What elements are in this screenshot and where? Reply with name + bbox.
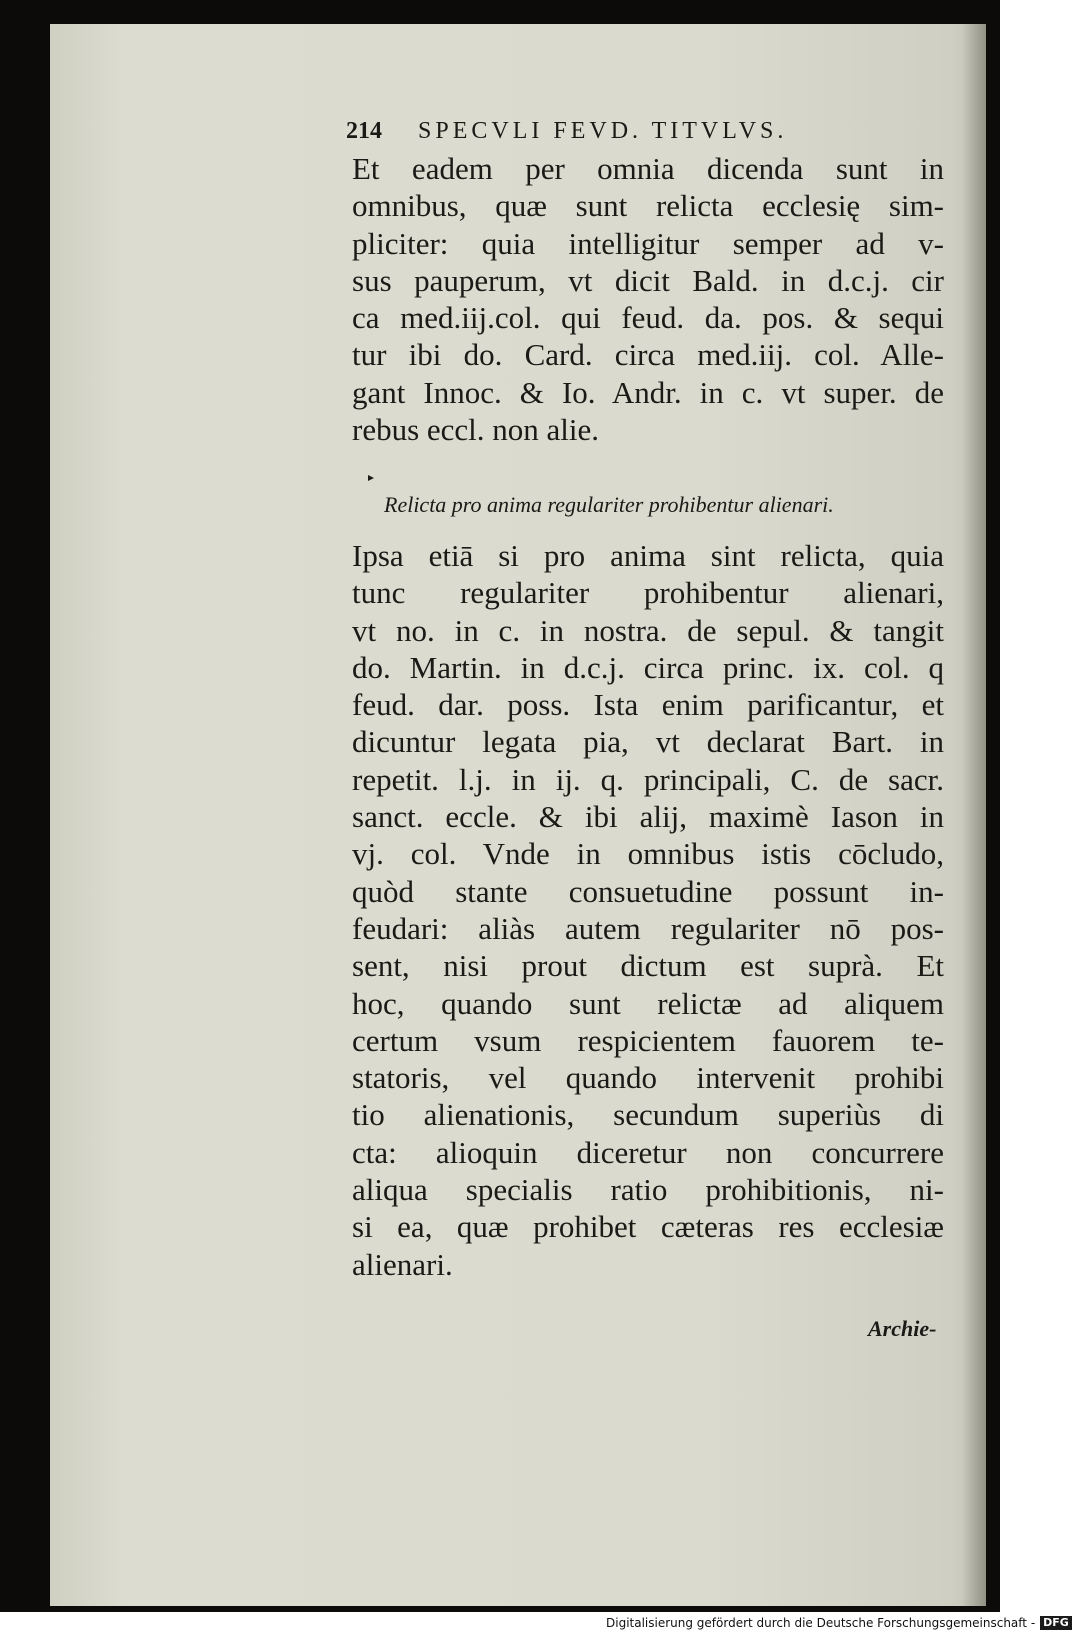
text-line: feudari: aliàs autem regulariter nō pos- xyxy=(352,910,944,946)
text-line: statoris, vel quando intervenit prohibi xyxy=(352,1060,944,1096)
text-line: ca med.iij.col. qui feud. da. pos. & sequi xyxy=(352,300,944,336)
text-line: tunc regulariter prohibentur alienari, xyxy=(352,575,944,611)
catchword: Archie- xyxy=(868,1316,937,1341)
text-line: cta: alioquin diceretur non concurrere xyxy=(352,1134,944,1170)
funding-notice: Digitalisierung gefördert durch die Deutsche Forschungsgemeinschaft - xyxy=(606,1616,1036,1630)
text-line: omnibus, quæ sunt relicta ecclesię sim- xyxy=(352,188,944,224)
text-line: si ea, quæ prohibet cæteras res ecclesiæ xyxy=(352,1209,944,1245)
text-line: do. Martin. in d.c.j. circa princ. ix. col. q xyxy=(352,649,944,685)
running-header xyxy=(346,118,866,145)
dfg-logo: DFG xyxy=(1040,1616,1072,1630)
text-line: tur ibi do. Card. circa med.iij. col. Alle- xyxy=(352,337,944,373)
text-line: pliciter: quia intelligitur semper ad v- xyxy=(352,225,944,261)
text-line: tio alienationis, secundum superiùs di xyxy=(352,1097,944,1133)
text-line: dicuntur legata pia, vt declarat Bart. in xyxy=(352,724,944,760)
rubric-marker-icon xyxy=(368,475,374,481)
gutter-shadow xyxy=(962,24,986,1606)
text-line: aliqua specialis ratio prohibitionis, ni- xyxy=(352,1172,944,1208)
text-line: rebus eccl. non alie. xyxy=(352,412,600,448)
text-line: sanct. eccle. & ibi alij, maximè Iason in xyxy=(352,799,944,835)
text-line: quòd stante consuetudine possunt in- xyxy=(352,873,944,909)
folio-number: 214 xyxy=(346,118,382,144)
text-line: vj. col. Vnde in omnibus istis cōcludo, xyxy=(352,836,944,872)
text-line: sent, nisi prout dictum est suprà. Et xyxy=(352,948,944,984)
text-line: feud. dar. poss. Ista enim parificantur, et xyxy=(352,687,944,723)
text-line: gant Innoc. & Io. Andr. in c. vt super. de xyxy=(352,374,944,410)
paragraph-1 xyxy=(352,150,944,448)
text-line: hoc, quando sunt relictæ ad aliquem xyxy=(352,985,944,1021)
funding-footer xyxy=(606,1616,1072,1630)
rubric-heading: Relicta pro anima regulariter prohibentur alienari. xyxy=(384,492,834,517)
paragraph-2 xyxy=(352,537,944,1283)
running-title: SPECVLI FEVD. TITVLVS. xyxy=(418,118,788,144)
text-line: sus pauperum, vt dicit Bald. in d.c.j. cir xyxy=(352,262,944,298)
text-line: repetit. l.j. in ij. q. principali, C. de sacr. xyxy=(352,761,944,797)
text-line: certum vsum respicientem fauorem te- xyxy=(352,1022,944,1058)
text-line: Ipsa etiā si pro anima sint relicta, quia xyxy=(352,538,944,573)
text-line: vt no. in c. in nostra. de sepul. & tangit xyxy=(352,612,944,648)
text-line: alienari. xyxy=(352,1246,453,1282)
text-line: Et eadem per omnia dicenda sunt in xyxy=(352,151,944,186)
